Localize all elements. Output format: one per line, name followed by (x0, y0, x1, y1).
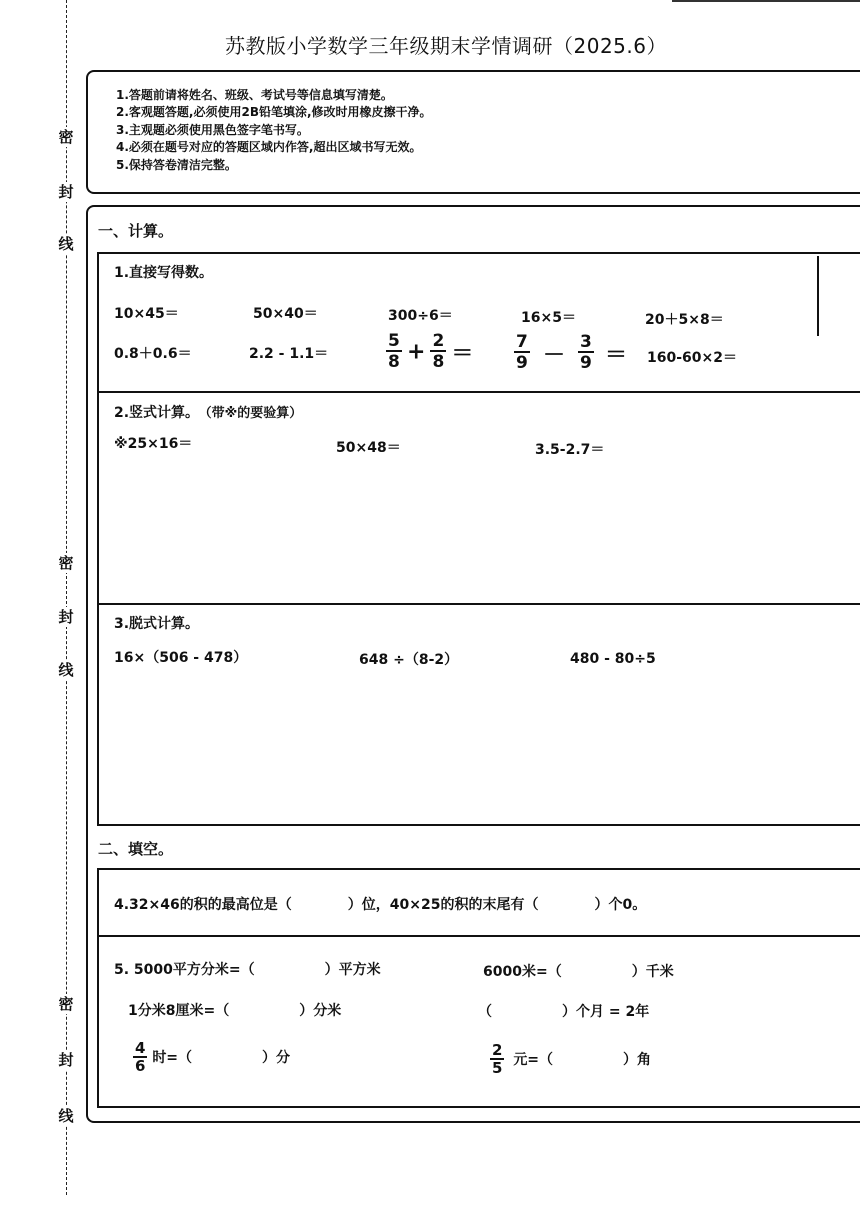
q3-item: 480 - 80÷5 (570, 651, 656, 667)
q5-item: 5. 5000平方分米=（ ）平方米 (114, 962, 381, 978)
q2-item: 3.5-2.7＝ (535, 442, 605, 458)
seal-char-feng: 封 (53, 1050, 79, 1070)
divider (97, 603, 860, 605)
fraction: $\frac{3}{9}$ (580, 332, 592, 373)
fraction: $\frac{5}{8}$ (388, 331, 400, 372)
instruction-item: 5.保持答卷清洁完整。 (116, 157, 237, 172)
instructions-list (116, 87, 432, 174)
q2-item: ※25×16＝ (114, 436, 193, 452)
instruction-item: 4.必须在题号对应的答题区域内作答,超出区域书写无效。 (116, 140, 422, 155)
seal-char-xian: 线 (53, 234, 79, 254)
fraction: $\frac{2}{8}$ (432, 331, 445, 372)
seal-char-mi: 密 (53, 553, 79, 573)
seal-char-mi: 密 (53, 127, 79, 147)
q2-title: 2.竖式计算。 （带※的要验算） (114, 405, 303, 421)
q1-fraction-sum: $\frac{5}{8}$ + $\frac{2}{8}$ ＝ (388, 331, 474, 372)
q3-item: 16×（506 - 478） (114, 650, 248, 666)
section2-title: 二、填空。 (98, 840, 174, 858)
q1-item: 20＋5×8＝ (645, 312, 724, 328)
right-edge-mark (817, 256, 819, 336)
q5-item-hours: $\frac{4}{6}$ 时=（ ）分 (135, 1039, 291, 1075)
q5-item: （ ）个月 = 2年 (478, 1004, 650, 1020)
fraction: $\frac{2}{5}$ (492, 1041, 503, 1077)
q1-item: 0.8＋0.6＝ (114, 346, 192, 362)
fraction: $\frac{4}{6}$ (135, 1039, 146, 1075)
seal-char-xian: 线 (53, 1106, 79, 1126)
q5-item: 1分米8厘米=（ ）分米 (128, 1003, 342, 1019)
fraction: $\frac{7}{9}$ (516, 332, 528, 373)
seal-char-feng: 封 (53, 607, 79, 627)
seal-char-xian: 线 (53, 660, 79, 680)
instruction-item: 2.客观题答题,必须使用2B铅笔填涂,修改时用橡皮擦干净。 (116, 105, 432, 120)
q1-item: 16×5＝ (521, 310, 576, 326)
q2-item: 50×48＝ (336, 440, 401, 456)
q1-item: 50×40＝ (253, 306, 318, 322)
q1-title: 1.直接写得数。 (114, 265, 214, 281)
divider (97, 935, 860, 937)
top-edge-mark (672, 0, 860, 2)
q4-text: 4.32×46的积的最高位是（ ）位，40×25的积的末尾有（ ）个0。 (114, 897, 647, 913)
q1-item: 300÷6＝ (388, 308, 453, 324)
q5-item-yuan: $\frac{2}{5}$ 元=（ ）角 (492, 1041, 652, 1077)
page-title: 苏教版小学数学三年级期末学情调研（2025.6） (225, 34, 667, 58)
instruction-item: 1.答题前请将姓名、班级、考试号等信息填写清楚。 (116, 88, 393, 102)
instruction-item: 3.主观题必须使用黑色签字笔书写。 (116, 122, 309, 137)
q1-item: 160-60×2＝ (647, 350, 737, 366)
q1-item: 10×45＝ (114, 306, 179, 322)
q1-fraction-diff: $\frac{7}{9}$ － $\frac{3}{9}$ ＝ (516, 332, 627, 373)
seal-line (66, 0, 67, 1195)
q5-item: 6000米=（ ）千米 (483, 964, 674, 980)
divider (97, 391, 860, 393)
section1-box (97, 252, 860, 826)
q3-item: 648 ÷（8-2） (359, 652, 459, 668)
q1-item: 2.2 - 1.1＝ (249, 346, 329, 362)
section1-title: 一、计算。 (98, 222, 174, 240)
seal-char-feng: 封 (53, 182, 79, 202)
q3-title: 3.脱式计算。 (114, 616, 200, 632)
seal-char-mi: 密 (53, 994, 79, 1014)
